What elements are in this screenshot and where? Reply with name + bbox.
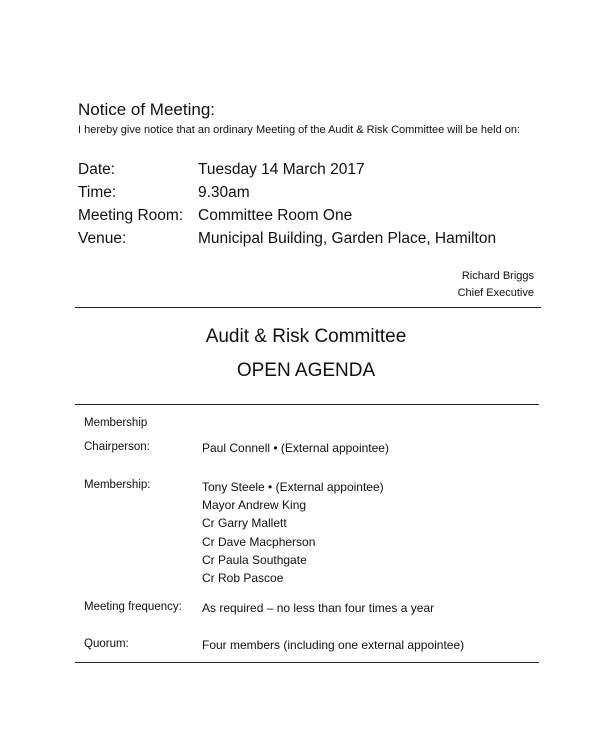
quorum-value: Four members (including one external appointee) <box>202 638 465 652</box>
member-item: Mayor Andrew King <box>202 498 307 513</box>
meeting-date-label: Date: <box>78 160 116 178</box>
membership-heading: Membership <box>84 417 148 429</box>
agenda-title: Audit & Risk Committee <box>205 326 407 347</box>
meeting-room-value: Committee Room One <box>198 206 353 224</box>
member-item: Cr Rob Pascoe <box>202 571 284 586</box>
member-item: Cr Dave Macpherson <box>202 534 316 549</box>
meeting-details <box>78 158 496 250</box>
meeting-time-value: 9.30am <box>198 183 250 201</box>
notice-heading: Notice of Meeting: <box>78 100 216 119</box>
agenda-subtitle: OPEN AGENDA <box>236 360 376 381</box>
meeting-time-row <box>78 181 496 204</box>
divider <box>75 307 541 308</box>
meeting-frequency-label: Meeting frequency: <box>84 601 182 613</box>
member-item: Cr Garry Mallett <box>202 516 287 531</box>
meeting-venue-value: Municipal Building, Garden Place, Hamilton <box>198 229 497 247</box>
chairperson-value: Paul Connell • (External appointee) <box>202 441 389 455</box>
signature-block <box>458 268 534 302</box>
meeting-time-label: Time: <box>78 183 117 201</box>
signer-title: Chief Executive <box>457 287 534 299</box>
chairperson-label: Chairperson: <box>84 441 150 453</box>
meeting-date-row <box>78 158 496 181</box>
divider <box>75 662 539 663</box>
meeting-date-value: Tuesday 14 March 2017 <box>198 160 365 178</box>
meeting-room-label: Meeting Room: <box>78 206 184 224</box>
meeting-venue-row <box>78 227 496 250</box>
quorum-label: Quorum: <box>84 638 129 650</box>
member-item: Cr Paula Southgate <box>202 552 307 567</box>
signer-name: Richard Briggs <box>461 270 534 282</box>
membership-label: Membership: <box>84 479 151 491</box>
meeting-frequency-value: As required – no less than four times a year <box>202 601 435 615</box>
divider <box>75 404 539 405</box>
member-item: Tony Steele • (External appointee) <box>202 480 384 494</box>
meeting-venue-label: Venue: <box>78 229 127 247</box>
notice-text: I hereby give notice that an ordinary Meeting of the Audit & Risk Committee will be held on: <box>78 124 521 136</box>
meeting-room-row <box>78 204 496 227</box>
member-list <box>202 478 384 587</box>
